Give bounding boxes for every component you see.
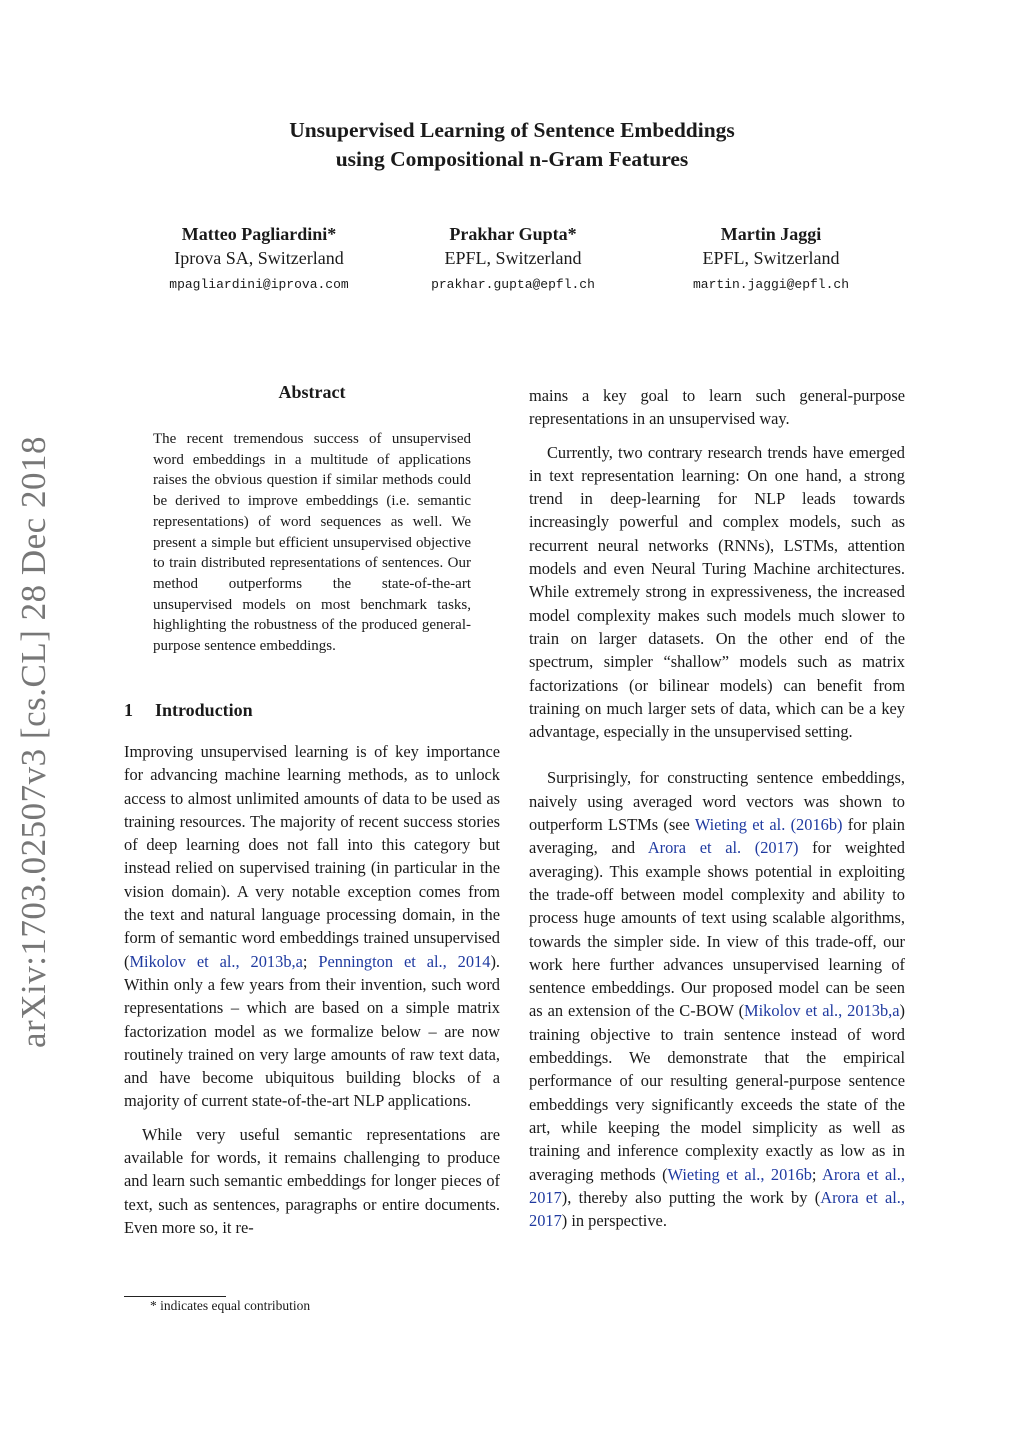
abstract-text: The recent tremendous success of unsupervised word embeddings in a multitude of applications raises the obvious question if similar methods could be derived to improve embeddings (i.e. semantic representations) of word sequences as well. We present a simple but efficient unsupervised objective to train distributed representations of sentences. Our method outperforms the state-of-the-art unsupervised models on most benchmark tasks, highlighting the robustness of the produced general-purpose sentence embeddings. [153, 431, 471, 655]
surprisingly-paragraph: Surprisingly, for constructing sentence embeddings, naively using averaged word vectors was shown to outperform LSTMs (see Wieting et al. (2016b) for plain averaging, and Arora et al. (2017) for weighted averaging). This example shows potential in exploiting the trade-off between model complexity and ability to process huge amounts of text using scalable algorithms, towards the simpler side. In view of this trade-off, our work here further advances unsupervised learning of sentence embeddings. Our proposed model can be seen as an extension of the C-BOW (Mikolov et al., 2013b,a) training objective to train sentence instead of word embeddings. We demonstrate that the empirical performance of our resulting general-purpose sentence embeddings very significantly exceeds the state of the art, while keeping the model simplicity as well as training and inference complexity exactly as low as in averaging methods (Wieting et al., 2016b; Arora et al., 2017), thereby also putting the work by (Arora et al., 2017) in perspective. [529, 768, 906, 1231]
author-name: Prakhar Gupta* [449, 224, 577, 244]
author-affiliation: Iprova SA, Switzerland [174, 248, 344, 268]
arxiv-watermark: arXiv:1703.02507v3 [cs.CL] 28 Dec 2018 [14, 436, 53, 1048]
abstract-heading: Abstract [278, 382, 346, 402]
intro-paragraph-2: While very useful semantic representations are available for words, it remains challenging to produce and learn such semantic embeddings for longer pieces of text, such as sentences, paragraphs or entire documents. Even more so, it re- [124, 1124, 500, 1237]
citation-link[interactable]: Wieting et al. (2016b) [694, 815, 843, 835]
title-line-2: using Compositional n-Gram Features [335, 147, 689, 171]
author-affiliation: EPFL, Switzerland [702, 248, 840, 268]
footnote-rule [124, 1296, 226, 1297]
author-email[interactable]: mpagliardini@iprova.com [169, 277, 349, 292]
author-block-2 [373, 222, 653, 297]
citation-link[interactable]: Pennington et al., 2014 [318, 951, 491, 971]
continued-paragraph: mains a key goal to learn such general-purpose representations in an unsupervised way. [529, 386, 905, 429]
intro-paragraph-1: Improving unsupervised learning is of key importance for advancing machine learning methods, as to unlock access to almost unlimited amounts of data to be used as training resources. The majority of recent success stories of deep learning does not fall into this category but instead relied on supervised training (in particular in the vision domain). A very notable exception comes from the text and natural language processing domain, in the form of semantic word embeddings trained unsupervised (Mikolov et al., 2013b,a; Pennington et al., 2014). Within only a few years from their invention, such word representations – which are based on a simple matrix factorization model as we formalize below – are now routinely trained on very large amounts of raw text data, and have become ubiquitous building blocks of a majority of current state-of-the-art NLP applications. [124, 742, 500, 1111]
section-heading [124, 700, 253, 721]
section-number: 1 [124, 700, 133, 720]
citation-link[interactable]: Mikolov et al., 2013b,a [744, 1001, 900, 1021]
citation-link[interactable]: Arora et al., 2017 [529, 1164, 905, 1207]
footnote: * indicates equal contribution [150, 1298, 311, 1313]
author-name: Martin Jaggi [720, 224, 822, 244]
citation-link[interactable]: Mikolov et al., 2013b,a [129, 951, 303, 971]
citation-link[interactable]: Arora et al., 2017 [529, 1187, 905, 1231]
right-column [529, 384, 905, 1232]
left-column [124, 740, 500, 1239]
paper-title [0, 116, 1024, 174]
author-name: Matteo Pagliardini* [181, 224, 337, 244]
section-title: Introduction [155, 700, 253, 720]
author-email[interactable]: martin.jaggi@epfl.ch [692, 277, 850, 292]
author-block-3 [631, 222, 911, 297]
title-line-1: Unsupervised Learning of Sentence Embeddings [289, 118, 735, 142]
author-affiliation: EPFL, Switzerland [444, 248, 582, 268]
author-email[interactable]: prakhar.gupta@epfl.ch [431, 277, 595, 292]
citation-link[interactable]: Arora et al. (2017) [647, 838, 799, 858]
author-block-1 [119, 222, 399, 297]
citation-link[interactable]: Wieting et al., 2016b [667, 1164, 812, 1184]
trends-paragraph: Currently, two contrary research trends have emerged in text representation learning: On one hand, a strong trend in deep-learning for NLP leads towards increasingly powerful and complex models, such as recurrent neural networks (RNNs), LSTMs, attention models and even Neural Turing Machine architectures. While extremely strong in expressiveness, the increased model complexity makes such models much slower to train on larger datasets. On the other end of the spectrum, simpler “shallow” models such as matrix factorizations (or bilinear models) can benefit from training on much larger sets of data, which can be a key advantage, especially in the unsupervised setting. [529, 442, 905, 742]
